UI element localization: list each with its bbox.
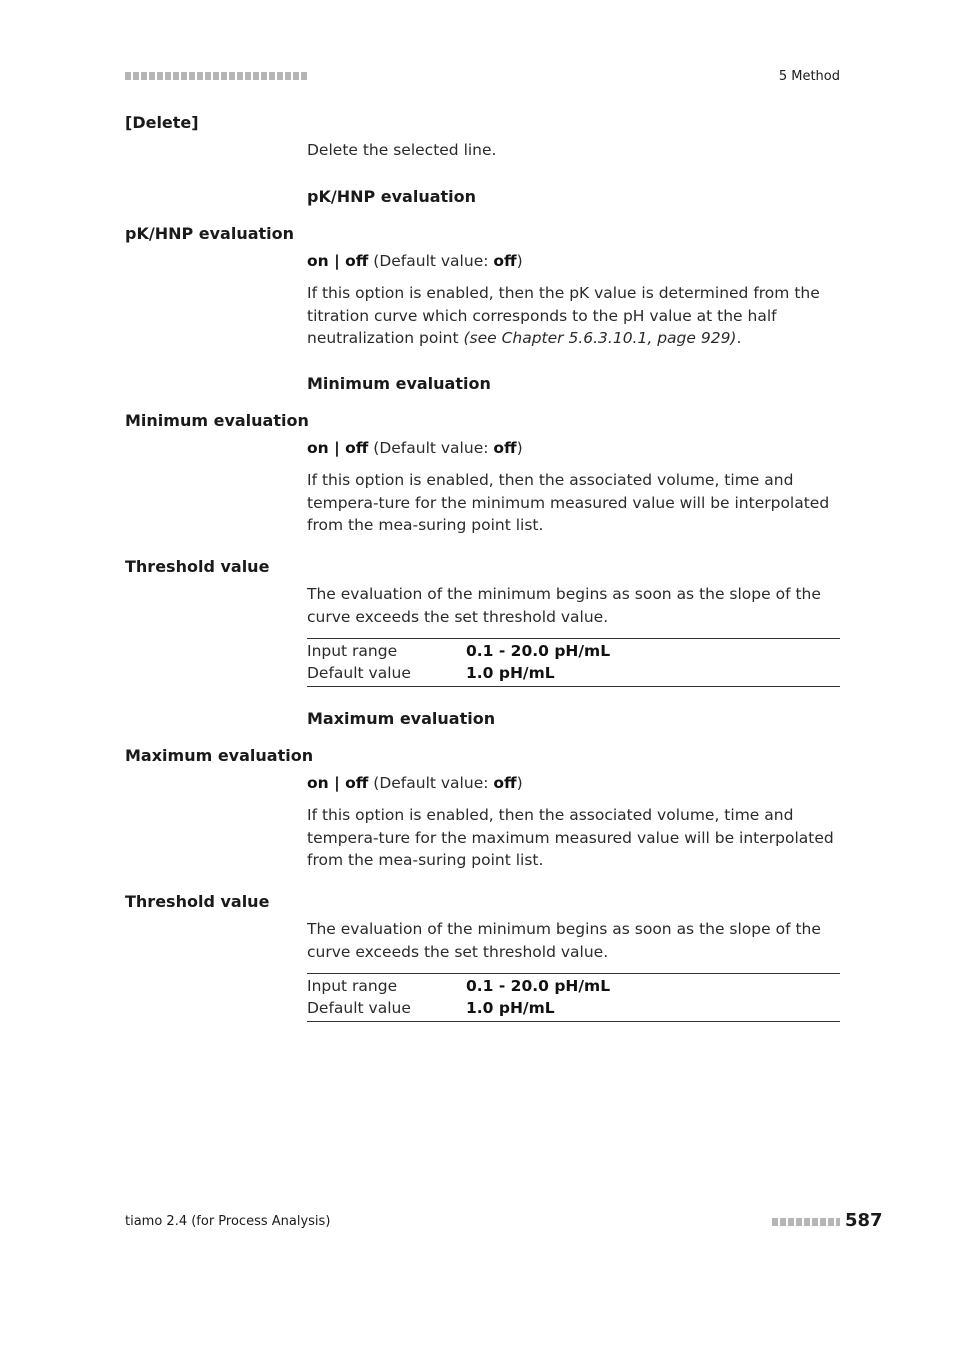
pk-description: If this option is enabled, then the pK value is determined from the titration curve which corresponds to the pH value at the half neutralization point (see Chapter 5.6.3.10.1, page 929). — [307, 284, 820, 347]
maximum-group-title: Maximum evaluation — [307, 709, 496, 728]
page-number: 587 — [845, 1210, 883, 1231]
minimum-threshold-heading: Threshold value — [125, 557, 270, 576]
table-value: 1.0 pH/mL — [466, 999, 555, 1017]
chapter-title: 5 Method — [778, 69, 840, 84]
minimum-description: If this option is enabled, then the associated volume, time and tempera-ture for the minimum measured value will be interpolated from the mea-suring point list. — [307, 471, 830, 534]
maximum-threshold-description: The evaluation of the minimum begins as soon as the slope of the curve exceeds the set threshold value. — [307, 920, 821, 961]
minimum-heading: Minimum evaluation — [125, 411, 309, 430]
pk-heading: pK/HNP evaluation — [125, 224, 295, 243]
table-row — [307, 975, 840, 997]
pk-options: on | off (Default value: off) — [307, 252, 523, 270]
minimum-group-title: Minimum evaluation — [307, 374, 491, 393]
minimum-threshold-table — [307, 638, 840, 687]
table-value: 0.1 - 20.0 pH/mL — [466, 642, 611, 660]
maximum-heading: Maximum evaluation — [125, 746, 314, 765]
table-label: Input range — [307, 642, 398, 660]
maximum-description: If this option is enabled, then the associated volume, time and tempera-ture for the maximum measured value will be interpolated from the mea-suring point list. — [307, 806, 834, 869]
maximum-threshold-heading: Threshold value — [125, 892, 270, 911]
table-label: Input range — [307, 977, 398, 995]
delete-heading: [Delete] — [125, 113, 199, 132]
minimum-threshold-description: The evaluation of the minimum begins as soon as the slope of the curve exceeds the set threshold value. — [307, 585, 821, 626]
delete-description: Delete the selected line. — [307, 141, 497, 159]
table-row — [307, 997, 840, 1019]
table-row — [307, 640, 840, 662]
table-label: Default value — [307, 999, 411, 1017]
table-row — [307, 662, 840, 684]
maximum-threshold-table — [307, 973, 840, 1022]
table-value: 1.0 pH/mL — [466, 664, 555, 682]
maximum-options: on | off (Default value: off) — [307, 774, 523, 792]
header-decoration — [125, 72, 307, 80]
footer-decoration — [772, 1218, 840, 1226]
table-label: Default value — [307, 664, 411, 682]
table-value: 0.1 - 20.0 pH/mL — [466, 977, 611, 995]
pk-group-title: pK/HNP evaluation — [307, 187, 477, 206]
footer-product: tiamo 2.4 (for Process Analysis) — [125, 1214, 331, 1229]
minimum-options: on | off (Default value: off) — [307, 439, 523, 457]
chapter-reference: (see Chapter 5.6.3.10.1, page 929) — [463, 329, 737, 347]
